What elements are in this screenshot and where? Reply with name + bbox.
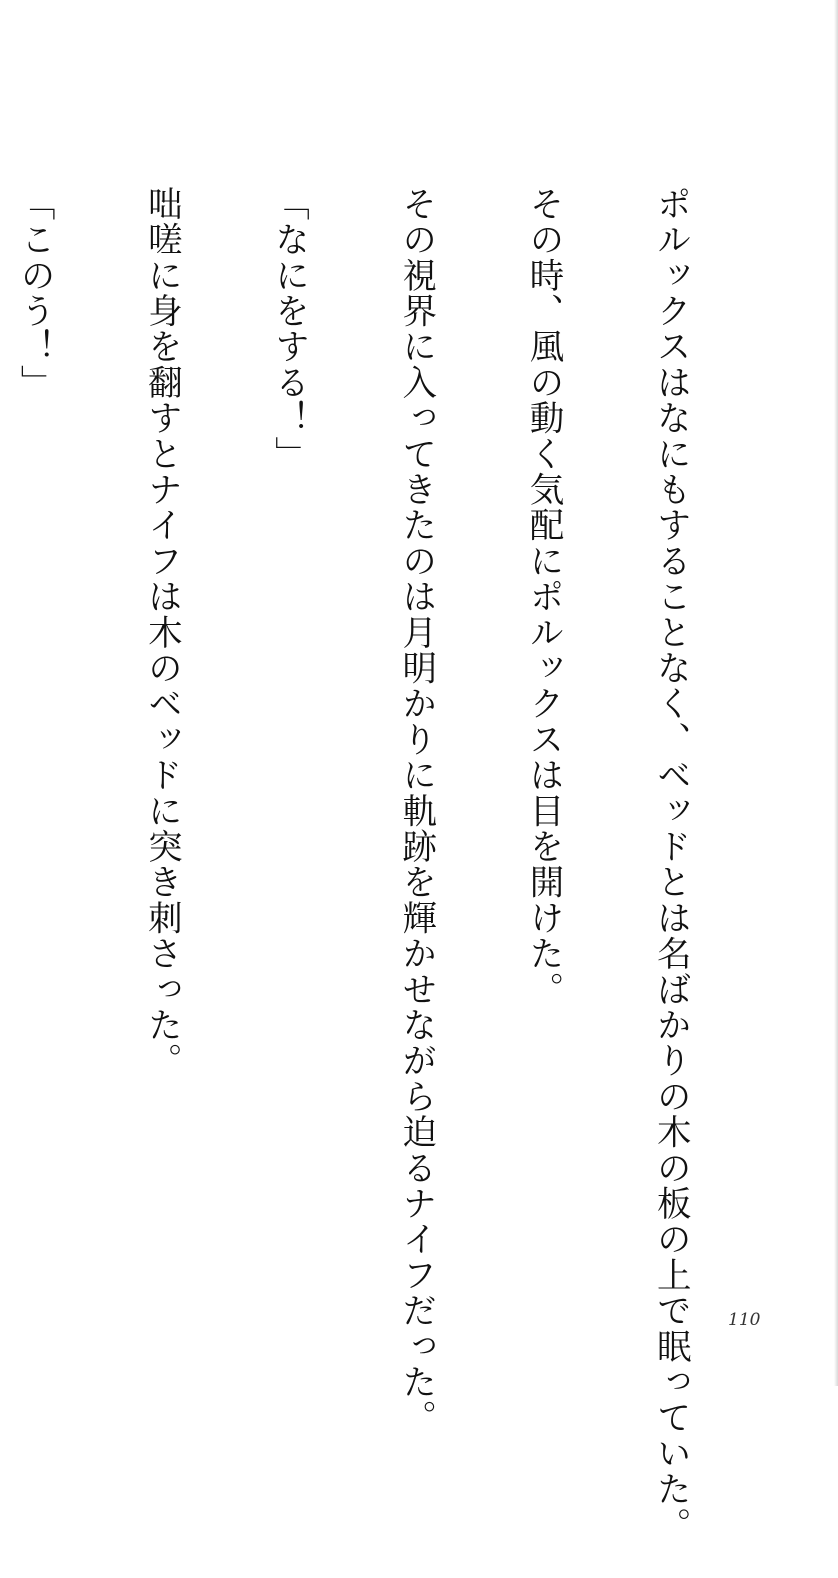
- text-line: その視界に入ってきたのは月明かりに軌跡を輝かせながら迫るナイフだった。: [395, 186, 436, 1436]
- text-line: 「なにをする！」: [268, 186, 309, 472]
- text-line: ポルックスはなにもすることなく、ベッドとは名ばかりの木の板の上で眠っていた。: [650, 186, 691, 1543]
- text-line: 「このう！」: [14, 186, 55, 401]
- page-edge: [834, 0, 838, 1386]
- page-number: 110: [728, 1310, 761, 1330]
- text-line: 咄嗟に身を翻すとナイフは木のベッドに突き刺さった。: [141, 186, 182, 1079]
- text-line: その時、風の動く気配にポルックスは目を開けた。: [522, 186, 563, 1008]
